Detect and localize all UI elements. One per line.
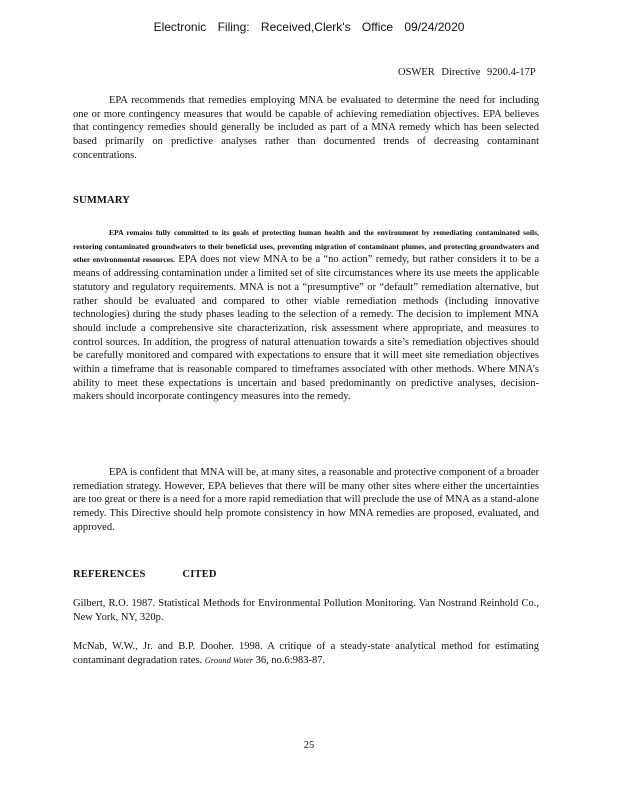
intro-paragraph: EPA recommends that remedies employing MNA be evaluated to determine the need for including one or more contingency measures that would be capable of achieving remediation objectives. EPA believes that contingency remedies should generally be included as part of a MNA remedy which has been selected based primarily on predictive analyses rather than documented trends of decreasing contaminant concentrations. <box>73 95 539 161</box>
summary-paragraph-1-rest: EPA does not view MNA to be a “no action” remedy, but rather considers it to be a means of addressing contamination under a limited set of site circumstances where its use meets the applicable statutory and regulatory requirements. MNA is not a “presumptive” or “default” remediation alternative, but rather should be evaluated and compared to other viable remediation methods (including innovative technologies) during the study phases leading to the selection of a remedy. The decision to implement MNA should include a comprehensive site characterization, risk assessment where appropriate, and measures to control sources. In addition, the progress of natural attenuation towards a site’s remediation objectives should be carefully monitored and compared with expectations to ensure that it will meet site remediation objectives within a timeframe that is reasonable compared to timeframes associated with other methods. Where MNA’s ability to meet these expectations is uncertain and based predominantly on predictive analyses, decision-makers should incorporate contingency measures into the remedy. <box>73 254 540 403</box>
reference-mcnab-citation: 36, no.6:983-87. <box>253 654 326 666</box>
filing-stamp: Electronic Filing: Received,Clerk's Office 09/24/2020 <box>153 20 465 34</box>
reference-mcnab-text: McNab, W.W., Jr. and B.P. Dooher. 1998. A critique of a steady-state analytical method for estimating contaminant degradation rates. <box>73 641 539 666</box>
reference-mcnab <box>73 640 539 667</box>
page-number: 25 <box>303 740 315 751</box>
summary-paragraph-2: EPA is confident that MNA will be, at many sites, a reasonable and protective component of a broader remediation strategy. However, EPA believes that there will be many other sites where either the uncertainties are too great or there is a need for a more rapid remediation that will preclude the use of MNA as a stand-alone remedy. This Directive should help promote consistency in how MNA remedies are proposed, evaluated, and approved. <box>73 467 539 533</box>
reference-gilbert: Gilbert, R.O. 1987. Statistical Methods for Environmental Pollution Monitoring. Van Nostrand Reinhold Co., New York, NY, 320p. <box>73 598 539 623</box>
summary-paragraph-1 <box>73 226 539 404</box>
directive-number: OSWER Directive 9200.4-17P <box>398 67 536 78</box>
journal-title: Ground Water <box>204 654 254 665</box>
summary-heading: SUMMARY <box>73 195 131 206</box>
references-heading: REFERENCES CITED <box>73 569 217 580</box>
summary-lead-text: EPA remains fully committed to its goals of protecting human health and the environment by remediating contaminated soils, restoring contaminated groundwaters to their beneficial uses, preventing migration of contaminant plumes, and protecting groundwaters and other environmental resources. <box>73 228 539 265</box>
